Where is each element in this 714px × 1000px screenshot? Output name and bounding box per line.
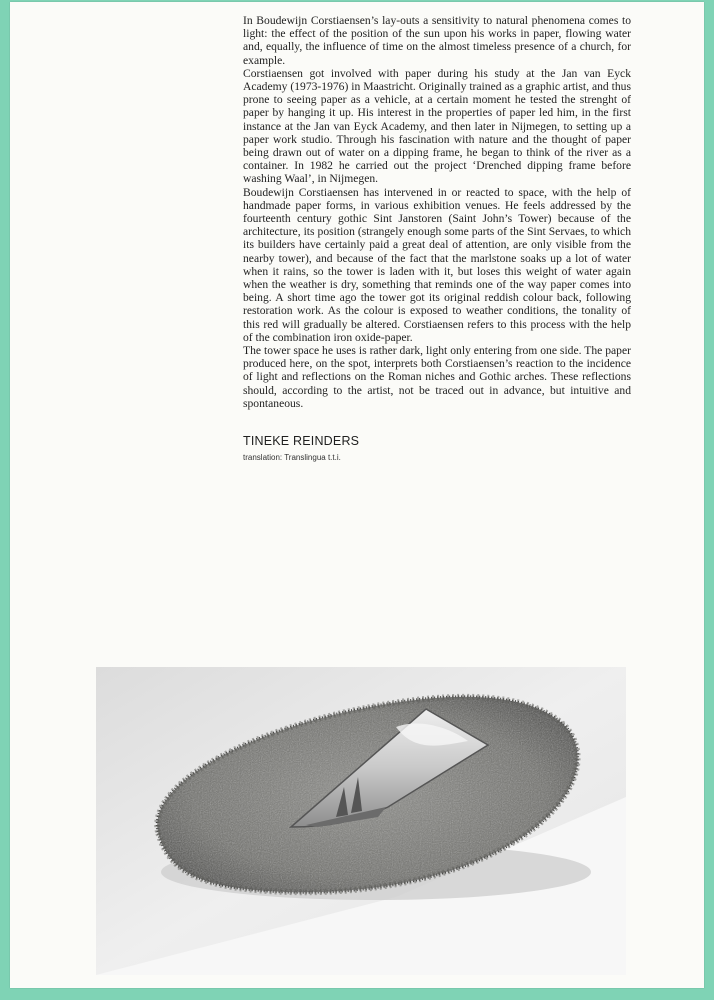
translation-credit: translation: Translingua t.t.i.: [243, 453, 341, 462]
article-paragraph-3: Boudewijn Corstiaensen has intervened in or reacted to space, with the help of handmade paper forms, in various exhibition venues. He feels addressed by the fourteenth century gothic Sint Janstoren (Saint John’s Tower) because of the architecture, its position (strangely enough some parts of the Sint Servaes, to which its builders have certainly paid a great deal of attention, are only visible from the nearby tower), and because of the fact that the marlstone soaks up a lot of water when it rains, so the tower is laden with it, but loses this weight of water again when the weather is dry, something that reminds one of the way paper comes into being. A short time ago the tower got its original reddish colour back, following restoration work. As the colour is exposed to weather conditions, the tonality of this red will gradually be altered. Corstiaensen refers to this process with the help of the combination iron oxide-paper.: [243, 185, 631, 344]
article-paragraph-4: The tower space he uses is rather dark, light only entering from one side. The paper produced here, on the spot, interprets both Corstiaensen’s reaction to the incidence of light and reflections on the Roman niches and Gothic arches. These reflections should, according to the artist, not be traced out in advance, but intuitive and spontaneous.: [243, 344, 631, 410]
author-name: TINEKE REINDERS: [243, 434, 360, 448]
article-paragraph-2: Corstiaensen got involved with paper during his study at the Jan van Eyck Academy (1973-1976) in Maastricht. Originally trained as a graphic artist, and thus prone to seeing paper as a vehicle, at a certain moment he tested the strenght of paper by hanging it up. His interest in the properties of paper led him, in the first instance at the Jan van Eyck Academy, and then later in Nijmegen, to setting up a paper work studio. Through his fascination with nature and the thought of paper being drawn out of water on a dipping frame, he began to think of the river as a container. In 1982 he carried out the project ‘Drenched dipping frame before washing Waal’, in Nijmegen.: [243, 66, 631, 186]
artwork-photograph: [96, 667, 626, 975]
article-body: [243, 14, 631, 410]
article-paragraph-1: In Boudewijn Corstiaensen’s lay-outs a sensitivity to natural phenomena comes to light: the effect of the position of the sun upon his works in paper, flowing water and, equally, the influence of time on the almost timeless presence of a church, for example.: [243, 14, 631, 67]
document-page: [10, 2, 704, 988]
